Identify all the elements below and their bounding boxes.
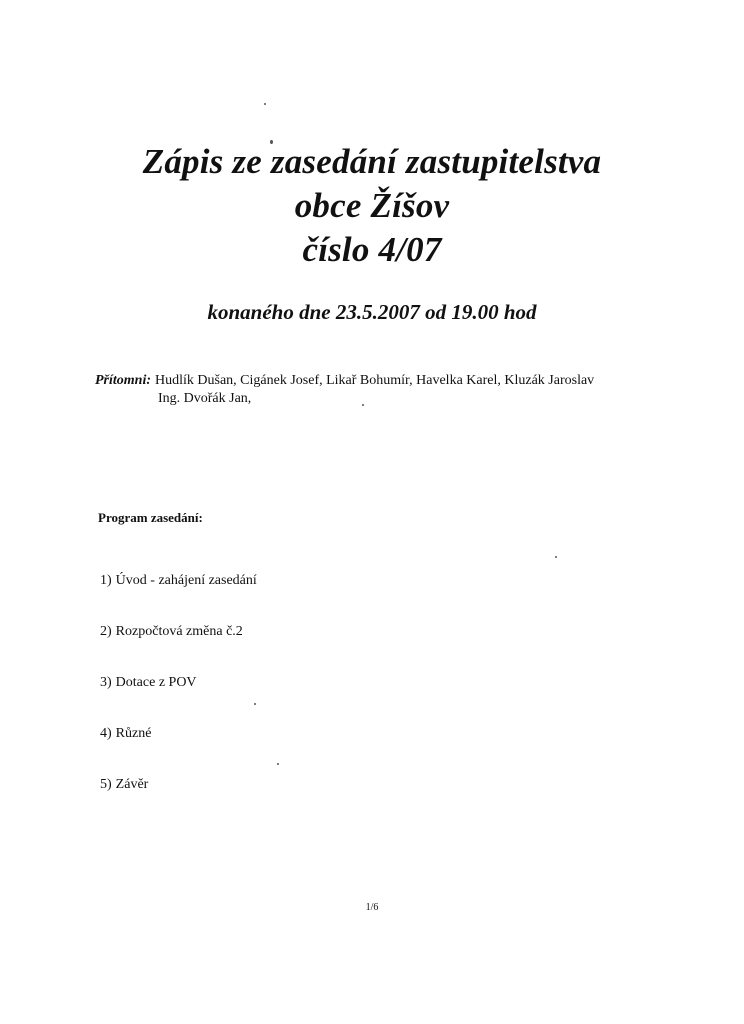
document-title	[0, 140, 744, 272]
agenda-item-number: 5)	[100, 777, 112, 792]
attendees-label: Přítomni:	[95, 373, 152, 388]
attendees-line-1	[95, 372, 594, 390]
agenda-item-text: Závěr	[115, 777, 149, 792]
attendees-names: Hudlík Dušan, Cigánek Josef, Likař Bohumír, Havelka Karel, Kluzák Jaroslav	[155, 373, 595, 388]
agenda-item-number: 4)	[100, 726, 112, 741]
title-line-1: Zápis ze zasedání zastupitelstva	[142, 142, 602, 181]
title-line-2: obce Žíšov	[294, 186, 450, 225]
page-number: 1/6	[365, 902, 379, 913]
program-heading: Program zasedání:	[98, 510, 203, 525]
agenda-item	[100, 572, 257, 623]
agenda-item	[100, 623, 257, 674]
scan-speck	[277, 763, 279, 765]
meeting-date: konaného dne 23.5.2007 od 19.00 hod	[207, 300, 537, 324]
agenda-list	[100, 572, 257, 827]
agenda-item-text: Dotace z POV	[115, 675, 197, 690]
agenda-item-text: Úvod - zahájení zasedání	[115, 573, 257, 588]
agenda-item	[100, 725, 257, 776]
agenda-item-number: 2)	[100, 624, 112, 639]
agenda-item	[100, 674, 257, 725]
attendees-section	[95, 372, 594, 408]
agenda-item-text: Různé	[115, 726, 152, 741]
agenda-item	[100, 776, 257, 827]
agenda-item-text: Rozpočtová změna č.2	[115, 624, 243, 639]
scan-speck	[555, 556, 557, 558]
title-line-3: číslo 4/07	[302, 230, 442, 269]
attendees-line-2: Ing. Dvořák Jan,	[158, 391, 252, 406]
agenda-item-number: 3)	[100, 675, 112, 690]
scan-speck	[264, 103, 266, 105]
agenda-item-number: 1)	[100, 573, 112, 588]
